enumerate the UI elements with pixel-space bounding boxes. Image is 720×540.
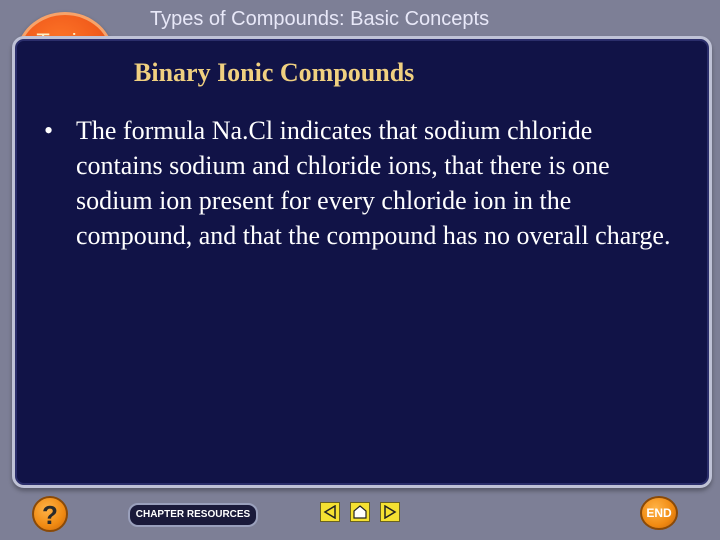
help-label: ? [42,500,58,530]
next-button[interactable] [380,502,400,522]
previous-button[interactable] [320,502,340,522]
previous-arrow-icon [323,505,337,519]
next-arrow-icon [383,505,397,519]
content-panel [12,36,712,488]
end-label: END [646,506,672,520]
end-button[interactable] [640,496,678,530]
section-title: Binary Ionic Compounds [134,58,415,87]
home-button[interactable] [350,502,370,522]
chapter-resources-button[interactable]: CHAPTER RESOURCES [128,503,258,527]
help-button[interactable] [32,496,68,532]
bullet-symbol: • [44,116,54,145]
bullet-text: The formula Na.Cl indicates that sodium chloride contains sodium and chloride ions, that there is one sodium ion present for every chloride ion in the compound, and that the compound has no overall charge. [76,116,671,250]
header-title: Types of Compounds: Basic Concepts [150,8,490,30]
home-icon [353,505,367,519]
